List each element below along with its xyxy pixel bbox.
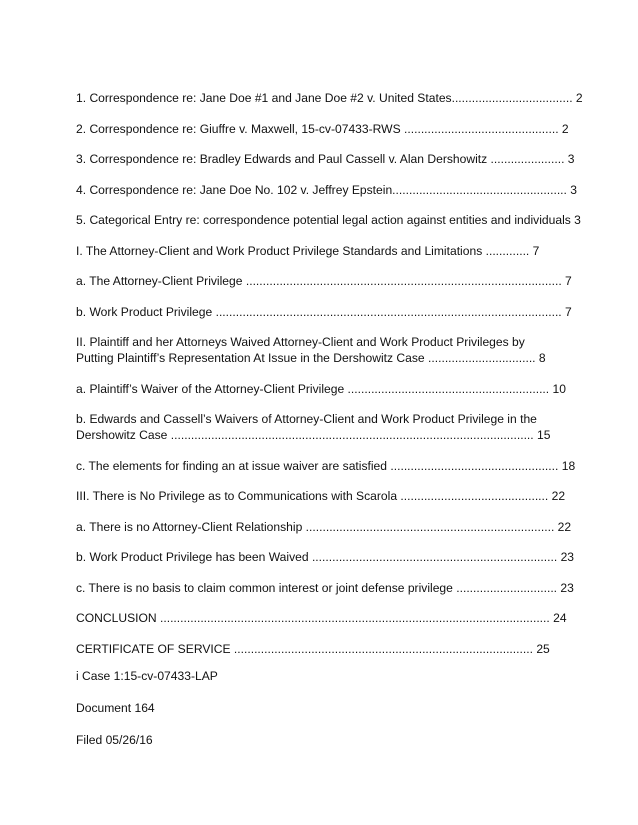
document-number: Document 164 (76, 701, 155, 715)
document-footer (76, 668, 556, 764)
toc-entry-attorney-client-privilege: a. The Attorney-Client Privilege .............................................................................................. 7 (76, 274, 572, 288)
toc-entry-correspondence-giuffre-maxwell: 2. Correspondence re: Giuffre v. Maxwell, 15-cv-07433-RWS .............................................. 2 (76, 121, 569, 136)
table-of-contents (76, 90, 583, 671)
toc-entry-conclusion: CONCLUSION .................................................................................................................... 24 (76, 611, 567, 625)
toc-entry-correspondence-edwards-cassell: 3. Correspondence re: Bradley Edwards and Paul Cassell v. Alan Dershowitz ...................... 3 (76, 152, 575, 166)
toc-entry-section-iii: III. There is No Privilege as to Communications with Scarola ............................................ 22 (76, 489, 566, 503)
toc-entry-section-ii: II. Plaintiff and her Attorneys Waived Attorney-Client and Work Product Privileges by Putting Plaintiff’s Representation At Issue in the Dershowitz Case ................................ 8 (76, 335, 546, 365)
toc-entry-common-interest: c. There is no basis to claim common interest or joint defense privilege .............................. 23 (76, 580, 574, 595)
toc-entry-work-product-waived: b. Work Product Privilege has been Waived ......................................................................... 23 (76, 550, 575, 564)
toc-entry-work-product-privilege: b. Work Product Privilege ....................................................................................................... 7 (76, 304, 572, 319)
toc-entry-correspondence-jane-doe-102: 4. Correspondence re: Jane Doe No. 102 v. Jeffrey Epstein.................................................... 3 (76, 182, 577, 197)
toc-entry-categorical-entry: 5. Categorical Entry re: correspondence potential legal action against entities and individuals 3 (76, 213, 581, 227)
toc-entry-plaintiff-waiver: a. Plaintiff’s Waiver of the Attorney-Client Privilege ............................................................ 10 (76, 381, 566, 396)
toc-entry-correspondence-jane-doe-1-2: 1. Correspondence re: Jane Doe #1 and Jane Doe #2 v. United States.................................... 2 (76, 91, 583, 105)
toc-entry-edwards-cassell-waivers: b. Edwards and Cassell’s Waivers of Attorney-Client and Work Product Privilege in the Dershowitz Case ............................................................................................................ 15 (76, 412, 551, 442)
toc-entry-no-attorney-client-relationship: a. There is no Attorney-Client Relationship .......................................................................... 22 (76, 519, 572, 534)
toc-entry-at-issue-elements: c. The elements for finding an at issue waiver are satisfied .................................................. 18 (76, 458, 576, 473)
case-number: i Case 1:15-cv-07433-LAP (76, 669, 218, 683)
toc-entry-certificate-of-service: CERTIFICATE OF SERVICE ......................................................................................... 25 (76, 641, 550, 656)
toc-entry-section-i: I. The Attorney-Client and Work Product Privilege Standards and Limitations ............. 7 (76, 243, 540, 258)
filed-date: Filed 05/26/16 (76, 733, 153, 747)
